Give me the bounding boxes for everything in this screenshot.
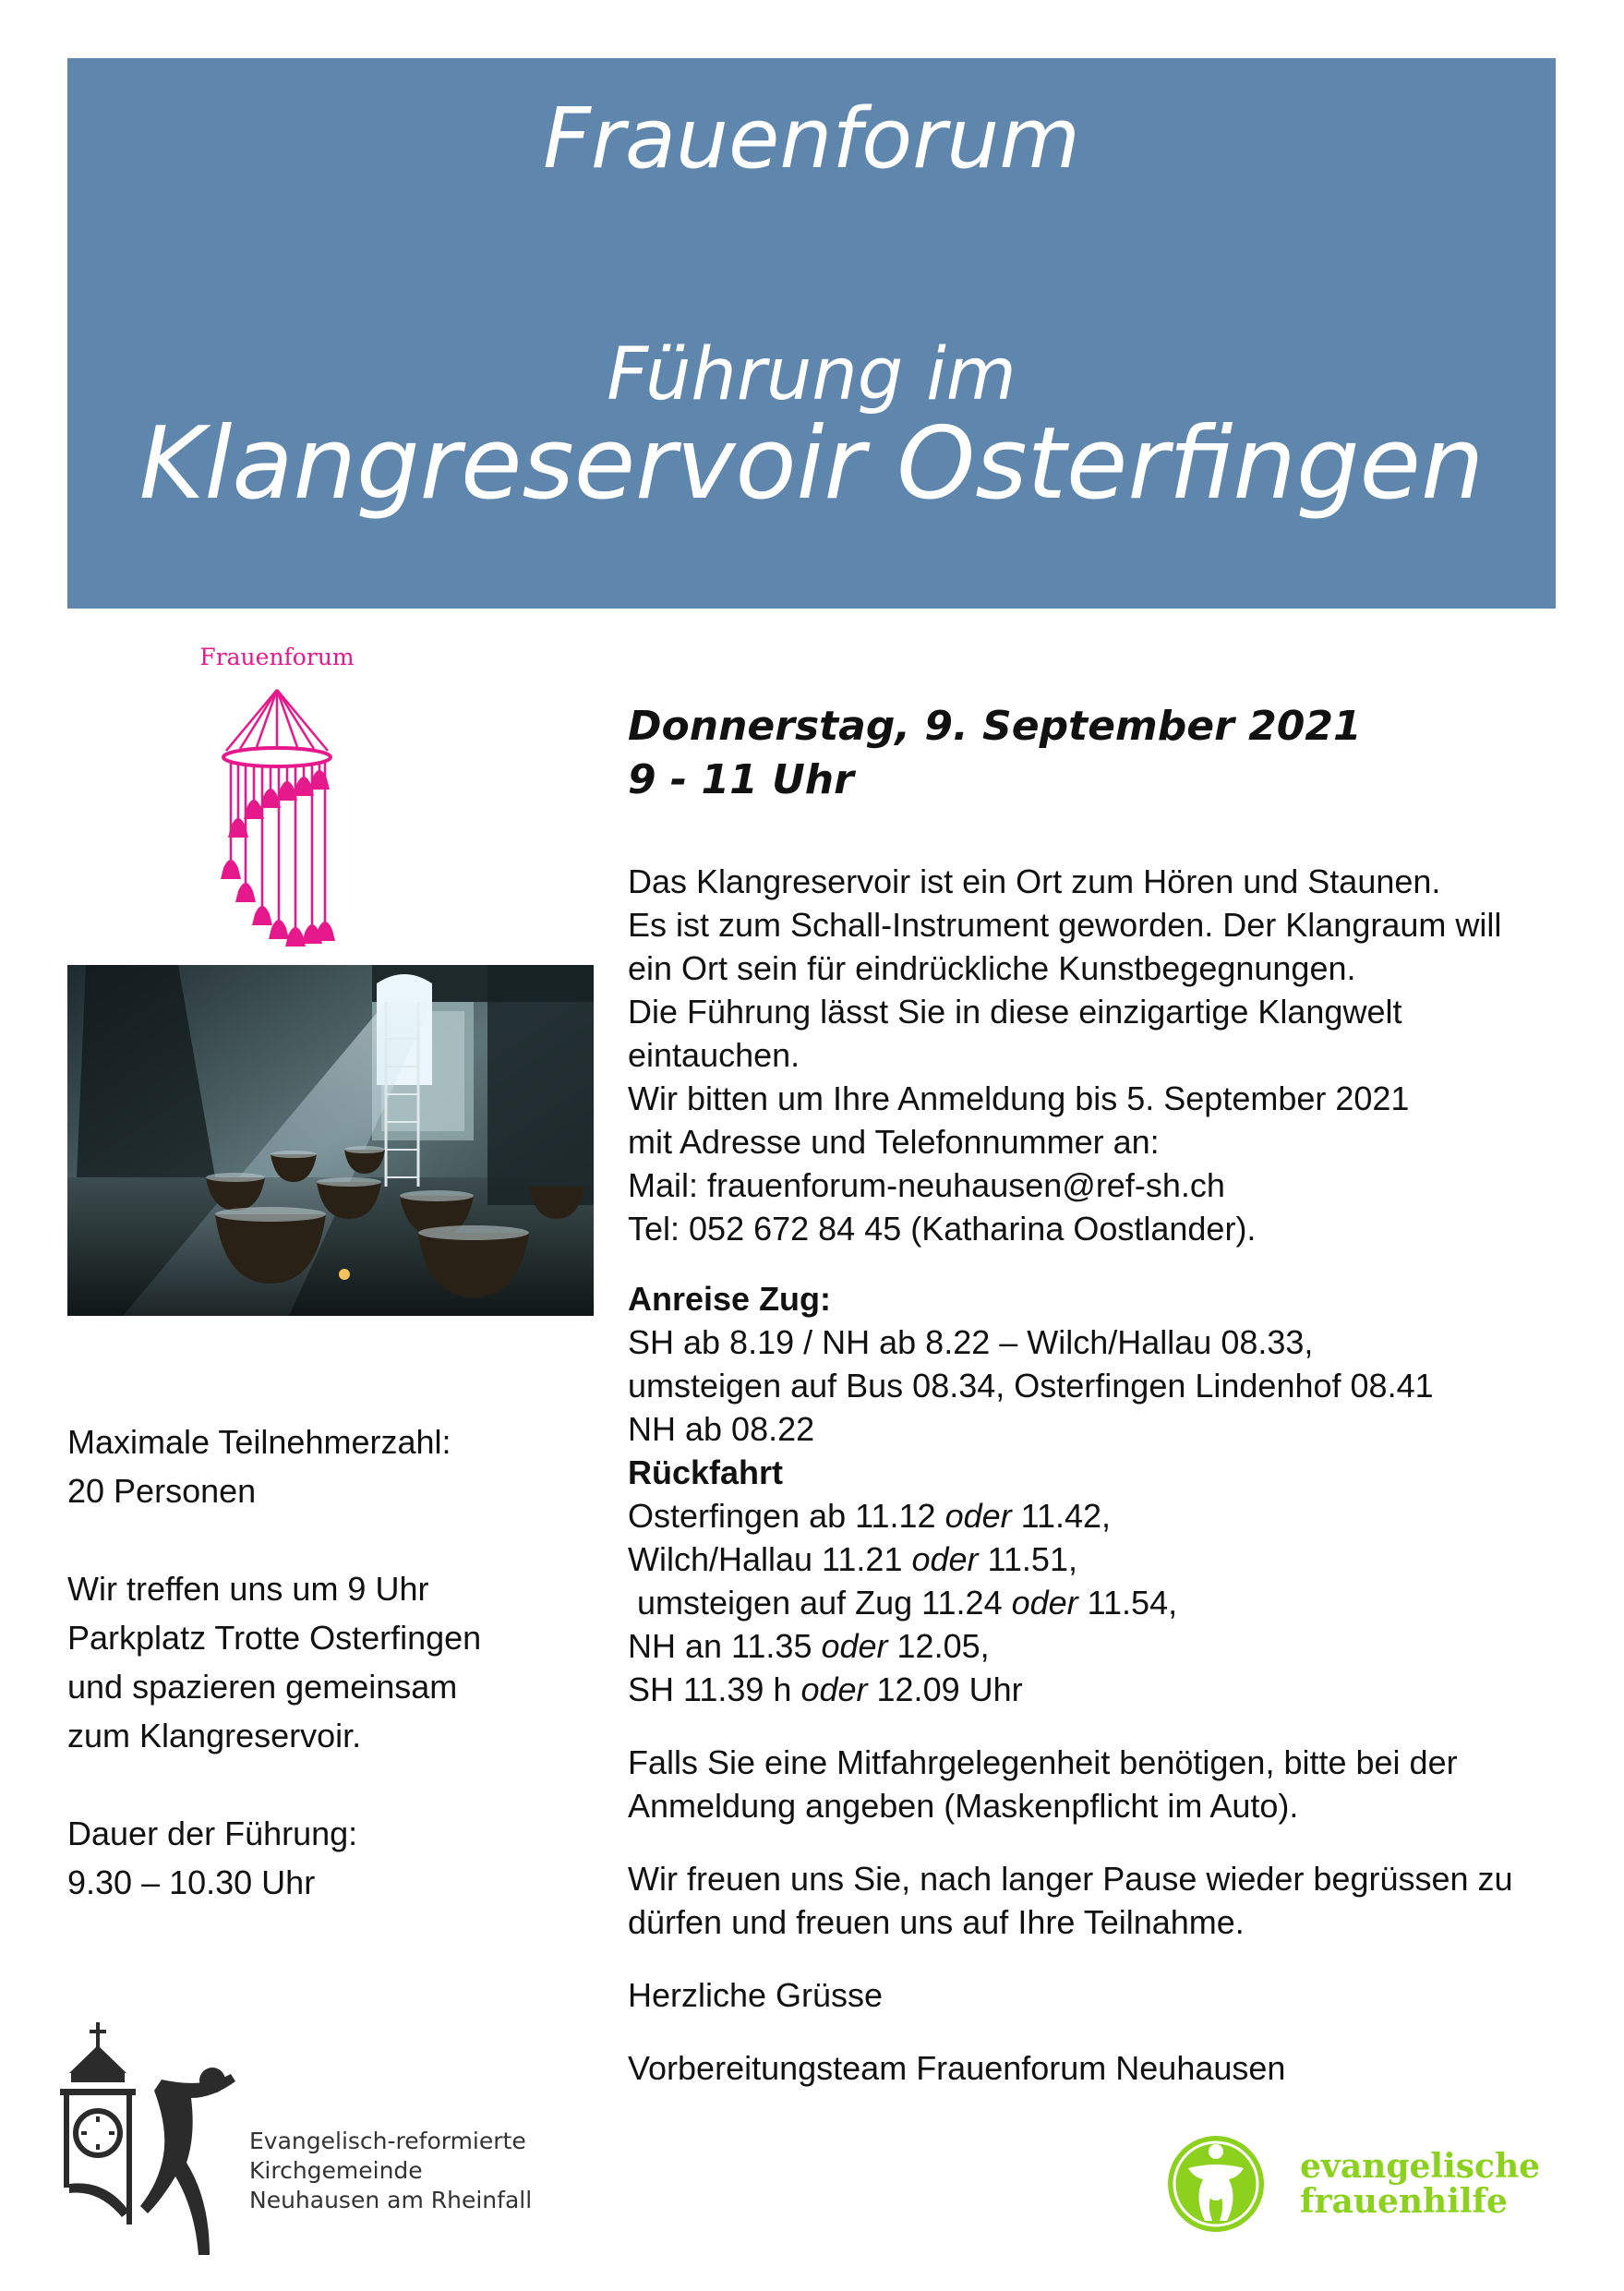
meeting-point-info: Wir treffen uns um 9 Uhr Parkplatz Trotte Osterfingen und spazieren gemeinsam zum Klangreservoir. bbox=[67, 1570, 482, 1754]
description-line: ein Ort sein für eindrückliche Kunstbegegnungen. bbox=[628, 949, 1356, 987]
rueckfahrt-heading: Rückfahrt bbox=[628, 1453, 784, 1491]
event-details bbox=[628, 700, 1560, 2090]
rueckfahrt-line: Osterfingen ab 11.12 oder 11.42, bbox=[628, 1497, 1112, 1535]
frauenforum-logo-label: Frauenforum bbox=[199, 644, 355, 670]
greeting bbox=[628, 1973, 1560, 2017]
participants-info: Maximale Teilnehmerzahl: 20 Personen bbox=[67, 1423, 451, 1510]
event-date-block bbox=[628, 700, 1560, 807]
team-line: Vorbereitungsteam Frauenforum Neuhausen bbox=[628, 2049, 1286, 2087]
description-line: Es ist zum Schall-Instrument geworden. Der Klangraum will bbox=[628, 906, 1502, 944]
rueckfahrt-line: SH 11.39 h oder 12.09 Uhr bbox=[628, 1670, 1023, 1708]
note-line: dürfen und freuen uns auf Ihre Teilnahme. bbox=[628, 1903, 1245, 1941]
description-line: Die Führung lässt Sie in diese einzigartige Klangwelt bbox=[628, 993, 1402, 1031]
frauenhilfe-emblem-icon bbox=[1165, 2131, 1267, 2237]
banner-title: Frauenforum bbox=[543, 90, 1080, 187]
greeting-line: Herzliche Grüsse bbox=[628, 1976, 884, 2014]
signature bbox=[628, 2046, 1560, 2090]
frauenhilfe-name: evangelische frauenhilfe bbox=[1300, 2147, 1541, 2221]
duration-info: Dauer der Führung: 9.30 – 10.30 Uhr bbox=[67, 1815, 358, 1901]
note-line: Wir freuen uns Sie, nach langer Pause wieder begrüssen zu bbox=[628, 1860, 1513, 1898]
description-line: Wir bitten um Ihre Anmeldung bis 5. September 2021 bbox=[628, 1079, 1410, 1117]
anreise-line: NH ab 08.22 bbox=[628, 1410, 815, 1448]
mitfahr-note bbox=[628, 1741, 1560, 1827]
title-banner bbox=[67, 58, 1556, 609]
description bbox=[628, 860, 1560, 1250]
anreise-heading: Anreise Zug: bbox=[628, 1280, 832, 1318]
description-line: Das Klangreservoir ist ein Ort zum Hören und Staunen. bbox=[628, 862, 1441, 900]
rueckfahrt-line: NH an 11.35 oder 12.05, bbox=[628, 1627, 990, 1665]
event-date: Donnerstag, 9. September 2021 bbox=[628, 703, 1362, 750]
description-line: eintauchen. bbox=[628, 1036, 800, 1074]
rueckfahrt-line: Wilch/Hallau 11.21 oder 11.51, bbox=[628, 1540, 1077, 1578]
anreise-line: SH ab 8.19 / NH ab 8.22 – Wilch/Hallau 08.33, bbox=[628, 1323, 1314, 1361]
freude-note bbox=[628, 1857, 1560, 1944]
note-line: Falls Sie eine Mitfahrgelegenheit benötigen, bitte bei der bbox=[628, 1743, 1458, 1781]
bell-mobile-icon bbox=[185, 642, 369, 960]
banner-headline: Klangreservoir Osterfingen bbox=[138, 406, 1485, 522]
klangreservoir-room-photo bbox=[67, 965, 594, 1316]
banner-subtitle: Führung im bbox=[607, 333, 1017, 416]
contact-phone: Tel: 052 672 84 45 (Katharina Oostlander). bbox=[628, 1210, 1257, 1248]
description-line: mit Adresse und Telefonnummer an: bbox=[628, 1123, 1160, 1161]
event-time: 9 - 11 Uhr bbox=[628, 756, 854, 803]
anreise-line: umsteigen auf Bus 08.34, Osterfingen Lindenhof 08.41 bbox=[628, 1367, 1434, 1405]
contact-mail[interactable]: Mail: frauenforum-neuhausen@ref-sh.ch bbox=[628, 1166, 1225, 1204]
note-line: Anmeldung angeben (Maskenpflicht im Auto). bbox=[628, 1787, 1299, 1825]
travel-info bbox=[628, 1277, 1560, 1711]
church-tower-dancer-icon bbox=[51, 2022, 263, 2272]
rueckfahrt-line: umsteigen auf Zug 11.24 oder 11.54, bbox=[628, 1584, 1178, 1622]
left-info bbox=[67, 1417, 584, 1956]
church-name: Evangelisch-reformierte Kirchgemeinde Neuhausen am Rheinfall bbox=[249, 2128, 533, 2213]
